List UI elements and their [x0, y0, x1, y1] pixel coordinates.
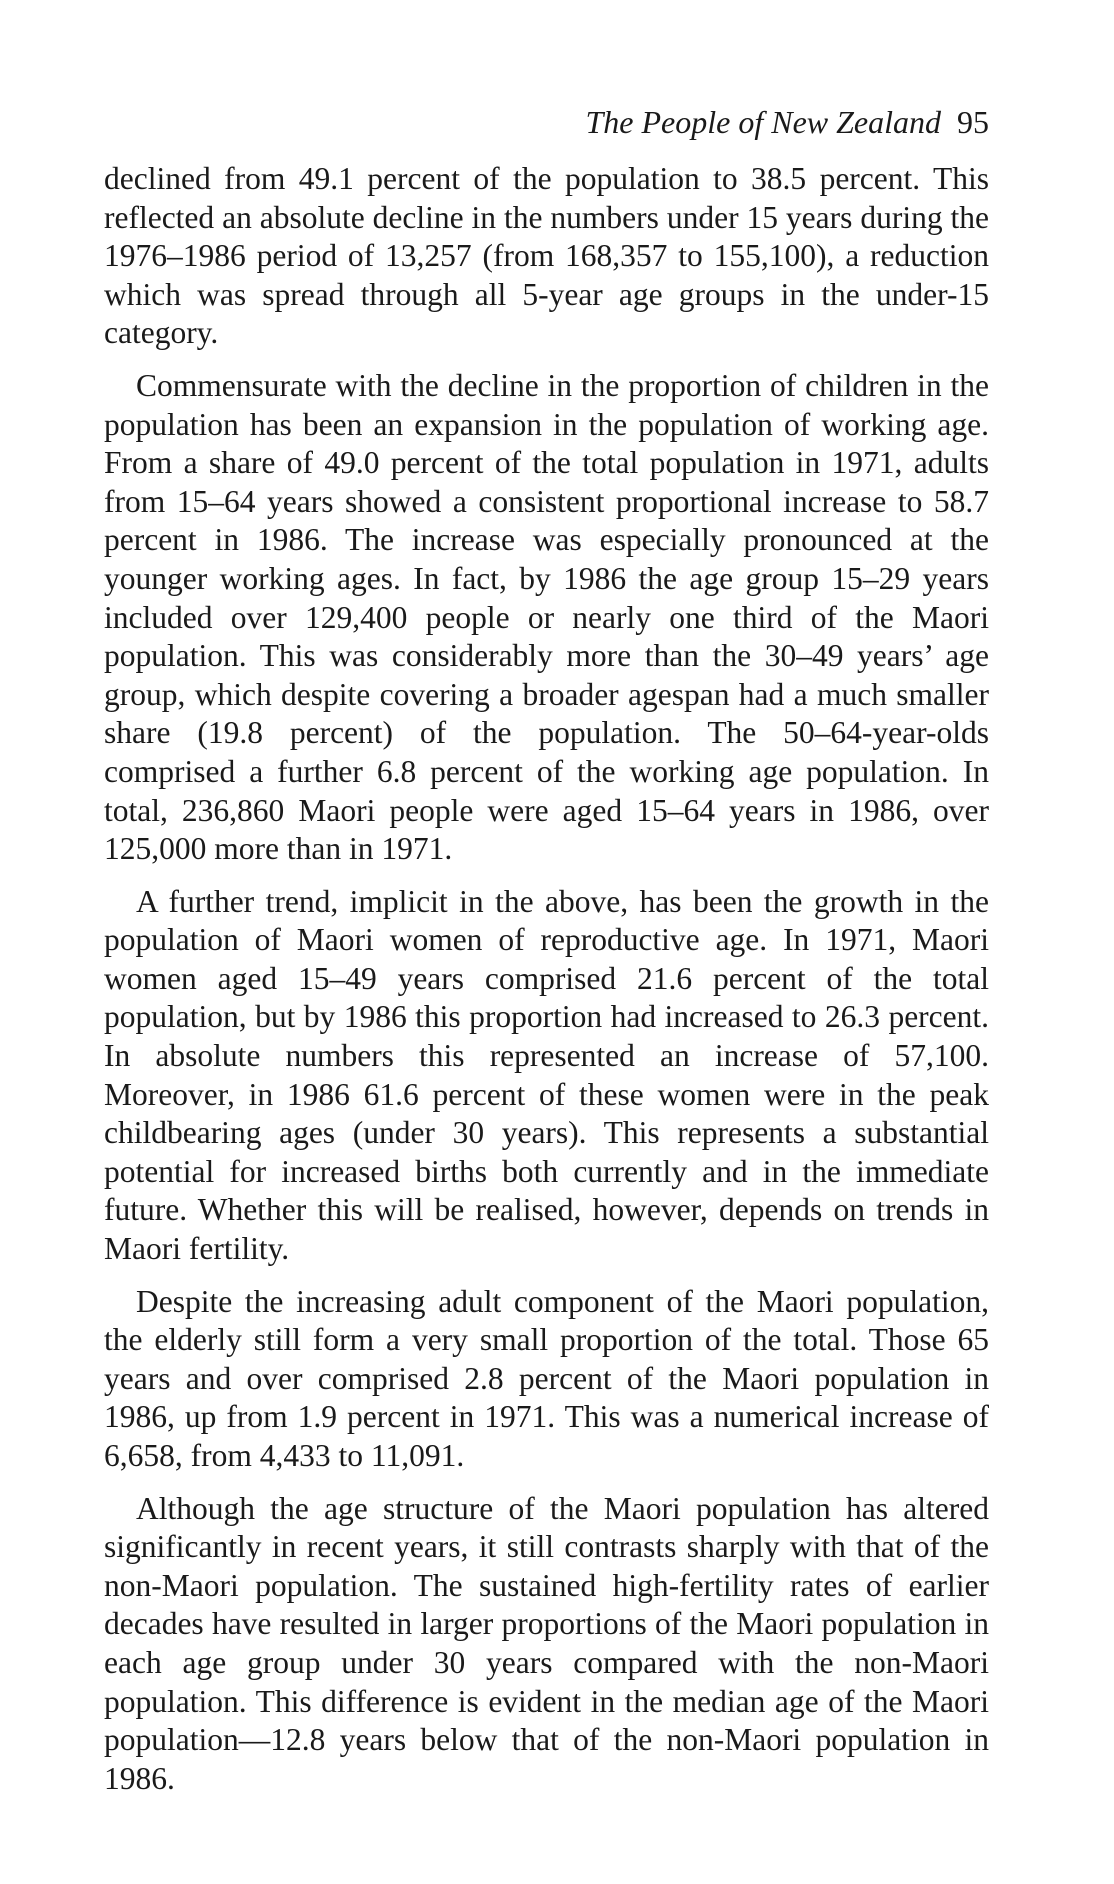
running-head	[104, 102, 989, 142]
paragraph-continued: declined from 49.1 percent of the population to 38.5 percent. This reflected an absolute decline in the numbers under 15 years during the 1976–1986 period of 13,257 (from 168,357 to 155,100), a reduction which was spread through all 5-year age groups in the under-15 category.	[104, 161, 989, 351]
page-number: 95	[957, 104, 989, 140]
paragraph-age-structure: Although the age structure of the Maori population has altered significantly in recent years, it still contrasts sharply with that of the non-Maori population. The sustained high-fertility rates of earlier decades have resulted in larger proportions of the Maori population in each age group under 30 years compared with the non-Maori population. This difference is evident in the median age of the Maori population—12.8 years below that of the non-Maori population in 1986.	[104, 1490, 989, 1796]
running-head-title: The People of New Zealand	[585, 104, 941, 140]
paragraph-elderly: Despite the increasing adult component of the Maori population, the elderly still form a very small proportion of the total. Those 65 years and over comprised 2.8 percent of the Maori population in 1986, up from 1.9 percent in 1971. This was a numerical increase of 6,658, from 4,433 to 11,091.	[104, 1283, 989, 1473]
paragraph-reproductive-age: A further trend, implicit in the above, has been the growth in the population of Maori women of reproductive age. In 1971, Maori women aged 15–49 years comprised 21.6 percent of the total population, but by 1986 this proportion had increased to 26.3 percent. In absolute numbers this represented an increase of 57,100. Moreover, in 1986 61.6 percent of these women were in the peak childbearing ages (under 30 years). This represents a substantial potential for increased births both currently and in the immediate future. Whether this will be realised, however, depends on trends in Maori fertility.	[104, 883, 989, 1267]
body-text	[104, 160, 989, 1812]
paragraph-working-age: Commensurate with the decline in the proportion of children in the population has been an expansion in the population of working age. From a share of 49.0 percent of the total population in 1971, adults from 15–64 years showed a consistent proportional increase to 58.7 percent in 1986. The increase was especially pronounced at the younger working ages. In fact, by 1986 the age group 15–29 years included over 129,400 people or nearly one third of the Maori population. This was considerably more than the 30–49 years’ age group, which despite covering a broader agespan had a much smaller share (19.8 percent) of the population. The 50–64-year-olds comprised a further 6.8 percent of the working age population. In total, 236,860 Maori people were aged 15–64 years in 1986, over 125,000 more than in 1971.	[104, 367, 989, 867]
